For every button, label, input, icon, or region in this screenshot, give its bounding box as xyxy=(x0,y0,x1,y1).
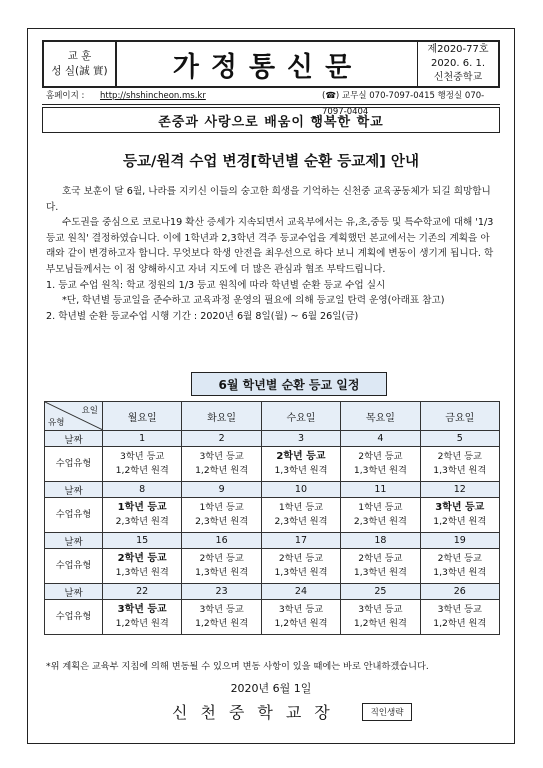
school-motto xyxy=(44,42,117,86)
attending-grade: 3학년 등교 xyxy=(199,604,244,615)
class-type-cell xyxy=(341,549,420,584)
schedule-body xyxy=(45,431,500,635)
attending-grade: 1학년 등교 xyxy=(358,502,403,513)
date-row-label: 날짜 xyxy=(45,431,103,447)
date-cell: 11 xyxy=(341,482,420,498)
type-row-label: 수업유형 xyxy=(45,498,103,533)
remote-grades: 1,2학년 원격 xyxy=(274,618,328,629)
remote-grades: 2,3학년 원격 xyxy=(115,516,169,527)
date-cell: 17 xyxy=(261,533,340,549)
day-header-row xyxy=(45,402,500,431)
corner-cell xyxy=(45,402,103,431)
class-type-cell xyxy=(420,498,499,533)
remote-grades: 1,2학년 원격 xyxy=(115,465,169,476)
class-type-cell xyxy=(261,447,340,482)
signing-date: 2020년 6월 1일 xyxy=(230,682,312,695)
attending-grade: 3학년 등교 xyxy=(199,451,244,462)
class-type-cell xyxy=(261,549,340,584)
attending-grade: 1학년 등교 xyxy=(117,502,167,513)
remote-grades: 1,3학년 원격 xyxy=(433,465,487,476)
seal-omitted-box: 직인생략 xyxy=(362,703,412,721)
attending-grade: 2학년 등교 xyxy=(358,451,403,462)
day-header: 금요일 xyxy=(420,402,499,431)
class-type-cell xyxy=(341,447,420,482)
date-cell: 16 xyxy=(182,533,261,549)
date-cell: 3 xyxy=(261,431,340,447)
class-type-cell xyxy=(420,447,499,482)
newsletter-header xyxy=(42,40,500,88)
schedule-table xyxy=(44,401,500,635)
homepage-label: 홈페이지 : xyxy=(46,91,85,101)
remote-grades: 1,3학년 원격 xyxy=(274,465,328,476)
class-type-cell xyxy=(420,600,499,635)
item-1-note: *단, 학년별 등교일을 준수하고 교육과정 운영의 필요에 의해 등교일 탄력 운영(아래표 참고) xyxy=(62,295,445,307)
motto-label: 교 훈 xyxy=(67,50,92,62)
date-row xyxy=(45,584,500,600)
remote-grades: 1,3학년 원격 xyxy=(433,567,487,578)
remote-grades: 1,3학년 원격 xyxy=(353,465,407,476)
class-type-cell xyxy=(341,498,420,533)
date-row xyxy=(45,431,500,447)
type-row xyxy=(45,600,500,635)
class-type-cell xyxy=(103,549,182,584)
paragraph-main: 수도권을 중심으로 코로나19 확산 증세가 지속되면서 교육부에서는 유,초,중등 및 특수학교에 대해 '1/3 등교 원칙' 결정하였습니다. 이에 1학년과 2,3학년 격주 등교수업을 계획했던 본교에서는 기존의 계획을 아래와 같이 변경하고자 합니다. 무엇보다 학생 안전을 최우선으로 하다 보니 계획에 변동이 생기게 됩니다. 학부모님들께서는 이 점 양해하시고 자녀 지도에 더 많은 관심과 협조 부탁드립니다. xyxy=(46,217,494,275)
issue-date: 2020. 6. 1. xyxy=(430,58,486,69)
attending-grade: 2학년 등교 xyxy=(358,553,403,564)
paragraph-greeting: 호국 보훈이 달 6월, 나라를 지키신 이들의 숭고한 희생을 기억하는 신천중 교육공동체가 되길 희망합니다. xyxy=(46,186,491,213)
remote-grades: 1,2학년 원격 xyxy=(115,618,169,629)
newsletter-title: 가정통신문 xyxy=(172,51,364,83)
item-1: 1. 등교 수업 원칙: 학교 정원의 1/3 등교 원칙에 따라 학년별 순환 등교 수업 실시 xyxy=(46,279,386,291)
class-type-cell xyxy=(103,447,182,482)
class-type-cell xyxy=(420,549,499,584)
date-cell: 19 xyxy=(420,533,499,549)
schedule-title: 6월 학년별 순환 등교 일정 xyxy=(191,372,387,396)
date-cell: 15 xyxy=(103,533,182,549)
notice-body xyxy=(46,184,498,324)
date-row-label: 날짜 xyxy=(45,482,103,498)
attending-grade: 3학년 등교 xyxy=(435,502,485,513)
date-row xyxy=(45,482,500,498)
date-cell: 18 xyxy=(341,533,420,549)
corner-type-label: 유형 xyxy=(48,418,65,428)
issue-school: 신천중학교 xyxy=(433,72,483,83)
class-type-cell xyxy=(261,498,340,533)
date-cell: 22 xyxy=(103,584,182,600)
attending-grade: 3학년 등교 xyxy=(278,604,324,615)
remote-grades: 1,3학년 원격 xyxy=(115,567,169,578)
attending-grade: 1학년 등교 xyxy=(199,502,244,513)
type-row xyxy=(45,498,500,533)
date-row xyxy=(45,533,500,549)
footnote: *위 계획은 교육부 지침에 의해 변동될 수 있으며 변동 사항이 있을 때에는 바로 안내하겠습니다. xyxy=(46,661,429,672)
principal-signature: 신천중학교장 xyxy=(172,703,343,722)
date-row-label: 날짜 xyxy=(45,533,103,549)
remote-grades: 1,3학년 원격 xyxy=(274,567,328,578)
date-cell: 1 xyxy=(103,431,182,447)
date-cell: 2 xyxy=(182,431,261,447)
remote-grades: 1,2학년 원격 xyxy=(195,618,249,629)
date-cell: 23 xyxy=(182,584,261,600)
homepage-link[interactable]: http://shshincheon.ms.kr xyxy=(100,91,206,101)
class-type-cell xyxy=(182,549,261,584)
remote-grades: 2,3학년 원격 xyxy=(353,516,407,527)
class-type-cell xyxy=(182,600,261,635)
remote-grades: 1,2학년 원격 xyxy=(353,618,407,629)
attending-grade: 3학년 등교 xyxy=(437,604,482,615)
class-type-cell xyxy=(341,600,420,635)
attending-grade: 1학년 등교 xyxy=(278,502,324,513)
day-header: 목요일 xyxy=(341,402,420,431)
item-2: 2. 학년별 순환 등교수업 시행 기간 : 2020년 6월 8일(월) ~ 6월 26일(금) xyxy=(46,310,359,322)
phone-numbers: (☎) 교무실 070-7097-0415 행정실 070-7097-0404 xyxy=(322,91,485,117)
type-row xyxy=(45,447,500,482)
remote-grades: 1,2학년 원격 xyxy=(195,465,249,476)
corner-day-label: 요일 xyxy=(81,406,98,416)
attending-grade: 2학년 등교 xyxy=(437,451,482,462)
motto-text: 성 실(誠 實) xyxy=(51,65,108,77)
notice-headline: 등교/원격 수업 변경[학년별 순환 등교제] 안내 xyxy=(123,154,419,170)
date-cell: 8 xyxy=(103,482,182,498)
date-row-label: 날짜 xyxy=(45,584,103,600)
issue-number: 제2020-77호 xyxy=(427,44,489,55)
issue-info xyxy=(417,42,498,86)
type-row-label: 수업유형 xyxy=(45,549,103,584)
day-header: 월요일 xyxy=(103,402,182,431)
remote-grades: 1,3학년 원격 xyxy=(353,567,407,578)
type-row xyxy=(45,549,500,584)
remote-grades: 1,2학년 원격 xyxy=(433,516,487,527)
remote-grades: 2,3학년 원격 xyxy=(274,516,328,527)
attending-grade: 2학년 등교 xyxy=(117,553,167,564)
date-cell: 25 xyxy=(341,584,420,600)
type-row-label: 수업유형 xyxy=(45,600,103,635)
attending-grade: 2학년 등교 xyxy=(278,553,324,564)
remote-grades: 2,3학년 원격 xyxy=(195,516,249,527)
attending-grade: 2학년 등교 xyxy=(276,451,326,462)
attending-grade: 2학년 등교 xyxy=(437,553,482,564)
type-row-label: 수업유형 xyxy=(45,447,103,482)
date-cell: 12 xyxy=(420,482,499,498)
date-cell: 9 xyxy=(182,482,261,498)
remote-grades: 1,3학년 원격 xyxy=(195,567,249,578)
attending-grade: 3학년 등교 xyxy=(117,604,167,615)
date-cell: 5 xyxy=(420,431,499,447)
attending-grade: 3학년 등교 xyxy=(120,451,165,462)
class-type-cell xyxy=(103,600,182,635)
date-cell: 26 xyxy=(420,584,499,600)
class-type-cell xyxy=(103,498,182,533)
attending-grade: 2학년 등교 xyxy=(199,553,244,564)
date-cell: 24 xyxy=(261,584,340,600)
remote-grades: 1,2학년 원격 xyxy=(433,618,487,629)
day-header: 화요일 xyxy=(182,402,261,431)
class-type-cell xyxy=(182,447,261,482)
attending-grade: 3학년 등교 xyxy=(358,604,403,615)
date-cell: 4 xyxy=(341,431,420,447)
school-slogan: 존중과 사랑으로 배움이 행복한 학교 xyxy=(42,107,500,133)
class-type-cell xyxy=(182,498,261,533)
day-header: 수요일 xyxy=(261,402,340,431)
date-cell: 10 xyxy=(261,482,340,498)
contact-line xyxy=(42,88,500,117)
class-type-cell xyxy=(261,600,340,635)
